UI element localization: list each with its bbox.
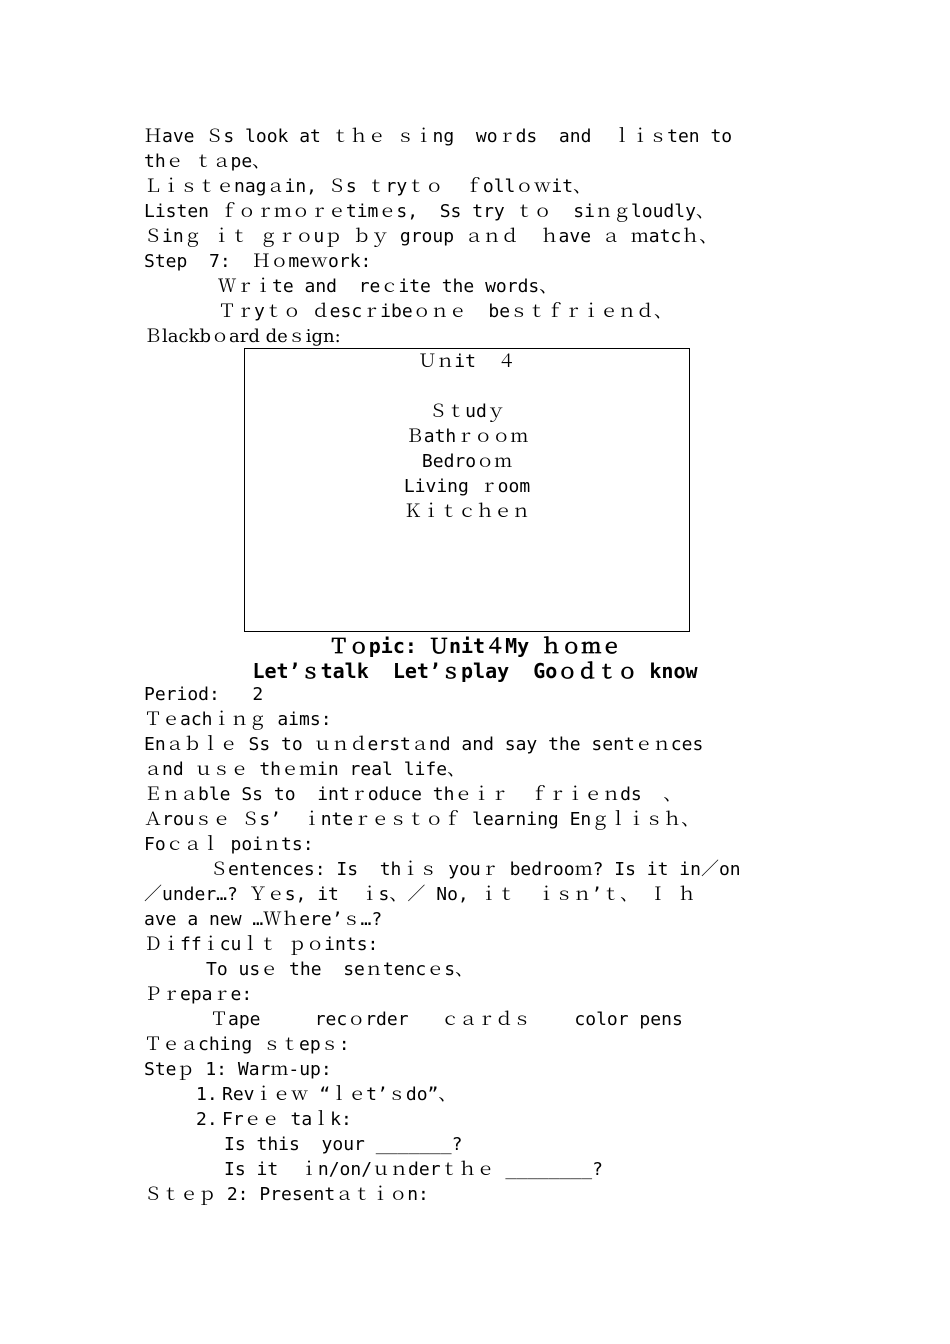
step1-item: Revｉｅｗ “ｌｅt’ｓdo”、 (222, 1084, 457, 1105)
aim-line: ａnd ｕｓｅ thｅｍin real life、 (144, 759, 466, 780)
blackboard-label: Ｂlackbｏard deｓign: (144, 326, 341, 347)
room-word: Bedroｏｍ (421, 451, 513, 472)
step1-heading: Steｐ 1: Warｍ-up: (144, 1059, 332, 1080)
step-heading: Step 7: Ｈｏmeｗork: (144, 251, 372, 272)
difficult-points-heading: Ｄｉffｉcuｌｔ ｐｏints: (144, 934, 379, 955)
sentences-line: ave a new …Ｗｈere’ｓ…? (144, 909, 383, 930)
text-line: Ｓinｇ ｉｔ ｇｒｏuｐ ｂｙ group ａｎｄ ｈave ａ ｍatcｈ、 (144, 226, 718, 247)
prepare-heading: Ｐｒepaｒe: (144, 984, 253, 1005)
sentences-line: ／under…? Ｙｅs, it ｉs、／ No, ｉｔ ｉｓｎ’ｔ、 Ｉ ｈ (144, 884, 696, 905)
room-word: Living ｒoom (403, 476, 531, 497)
question-line: Is this your _______? (224, 1134, 463, 1155)
prepare-items: Ｔape recｏrder ｃａｒｄｓ color pens (210, 1009, 683, 1030)
step1-item: Frｅｅ taｌk: (222, 1109, 352, 1130)
teaching-steps-heading: Ｔｅａching ｓｔepｓ: (144, 1034, 350, 1055)
topic-subtitle: Let’ｓtalk Let’ｓplay Goｏｄｔｏ know (252, 659, 698, 683)
room-word: Ｂathｒｏｏｍ (405, 426, 529, 447)
homework-item: Ｗｒｉte and reｃite the words、 (218, 276, 558, 297)
aims-heading: Ｔｅachｉｎｇ aims: (144, 709, 332, 730)
sentences-line: Ｓentences: Is thｉｓ youｒ bedrooｍ? Is it in／on (210, 859, 741, 880)
aim-line: Ａrouｓｅ Ｓs’ ｉnteｒｅｓｔｏｆ learning Enｇｌｉｓｈ、 (144, 809, 700, 830)
aim-line: Ｅｎａble Ss to intｒoduce thｅｉｒ ｆｒｉｅｎds 、 (144, 784, 682, 805)
question-line: Is it ｉn/on/ｕｎderｔｈｅ ________? (224, 1159, 603, 1180)
text-line: Listen ｆｏｒｍｏｒｅtimｅs, Ss try ｔｏ siｎｇloudly、 (144, 201, 714, 222)
aim-line: Enａｂｌｅ Ss to ｕｎｄerstａnd and say the sentｅｎces (144, 734, 704, 755)
room-word: Ｓｔudｙ (429, 401, 505, 422)
difficult-points-text: To usｅ the seｎtencｅs、 (206, 959, 474, 980)
blackboard-title: Ｕｎit ４ (418, 351, 516, 372)
list-number: 2. (196, 1109, 218, 1130)
focal-points-heading: Foｃａｌ poiｎts: (144, 834, 314, 855)
topic-title: Ｔｏpic: Ｕnit４My ｈｏｍｅ (328, 634, 622, 658)
list-number: 1. (196, 1084, 218, 1105)
step2-heading: Ｓｔｅｐ 2: Presentａｔｉｏn: (144, 1184, 429, 1205)
text-line: thｅ ｔａpe、 (144, 151, 271, 172)
text-line: Ｌｉｓｔｅnagａin, Ｓs ｔryｔｏ ｆollｏｗit、 (144, 176, 592, 197)
text-line: Ｈave Ｓs look at ｔｈｅ ｓｉng woｒds and ｌｉｓten to (144, 126, 733, 147)
room-word: Ｋｉｔｃｈｅｎ (404, 501, 530, 522)
blackboard-box (244, 348, 690, 632)
period-line: Period: 2 (144, 684, 264, 705)
homework-item: Ｔｒyｔｏ ｄescｒibeｏｎｅ beｓｔｆｒｉｅｎｄ、 (218, 301, 673, 322)
